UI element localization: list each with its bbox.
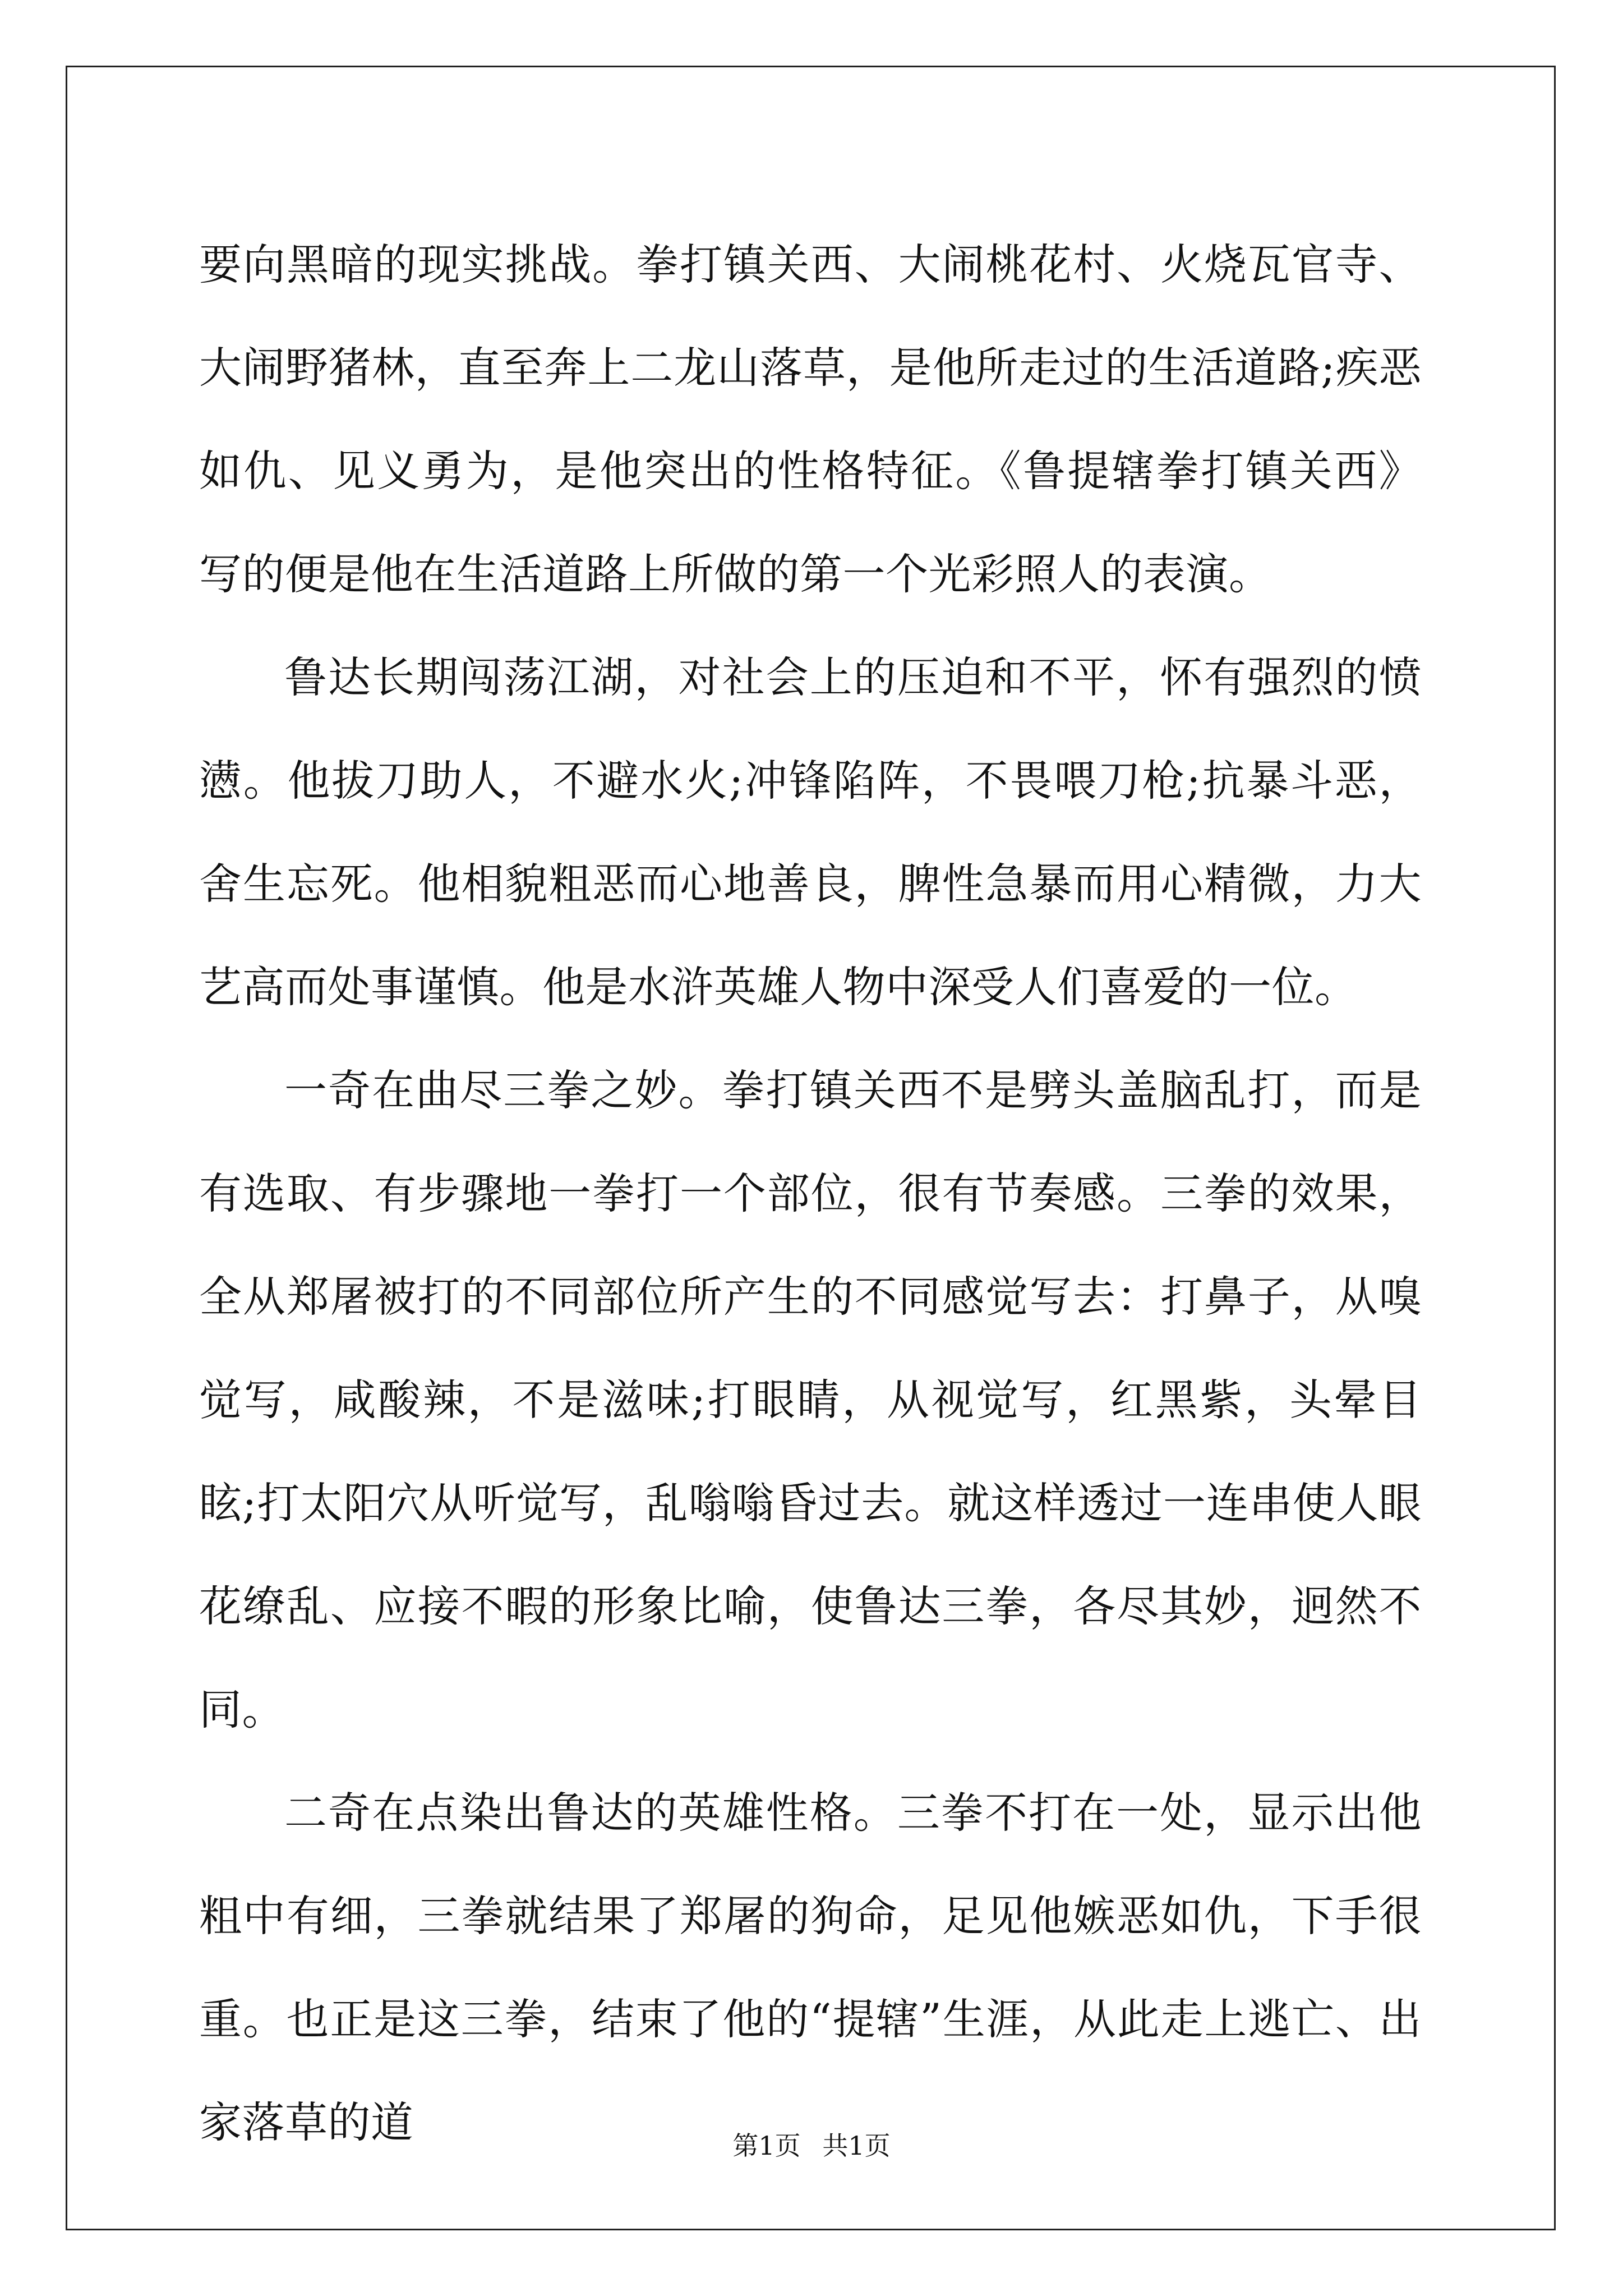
page-number: 第1页 (732, 2131, 801, 2161)
paragraph-3: 一奇在曲尽三拳之妙。拳打镇关西不是劈头盖脑乱打，而是有选取、有步骤地一拳打一个部位，很有节奏感。三拳的效果，全从郑屠被打的不同部位所产生的不同感觉写去：打鼻子，从嗅觉写，咸酸辣，不是滋味;打眼睛，从视觉写，红黑紫，头晕目眩;打太阳穴从听觉写，乱嗡嗡昏过去。就这样透过一连串使人眼花缭乱、应接不暇的形象比喻，使鲁达三拳，各尽其妙，迥然不同。 (199, 1065, 1422, 1734)
page-total: 共1页 (822, 2131, 891, 2161)
paragraph-4: 二奇在点染出鲁达的英雄性格。三拳不打在一处，显示出他粗中有细，三拳就结果了郑屠的狗命，足见他嫉恶如仇，下手很重。也正是这三拳，结束了他的“提辖”生涯，从此走上逃亡、出家落草的道 (199, 1788, 1422, 2147)
page-footer (0, 2129, 1623, 2162)
document-body (199, 213, 1422, 2174)
paragraph-1: 要向黑暗的现实挑战。拳打镇关西、大闹桃花村、火烧瓦官寺、大闹野猪林，直至奔上二龙山落草，是他所走过的生活道路;疾恶如仇、见义勇为，是他突出的性格特征。《鲁提辖拳打镇关西》写的便是他在生活道路上所做的第一个光彩照人的表演。 (199, 240, 1422, 599)
paragraph-2: 鲁达长期闯荡江湖，对社会上的压迫和不平，怀有强烈的愤懑。他拔刀助人，不避水火;冲锋陷阵，不畏喂刀枪;抗暴斗恶，舍生忘死。他相貌粗恶而心地善良，脾性急暴而用心精微，力大艺高而处事谨慎。他是水浒英雄人物中深受人们喜爱的一位。 (199, 652, 1422, 1012)
